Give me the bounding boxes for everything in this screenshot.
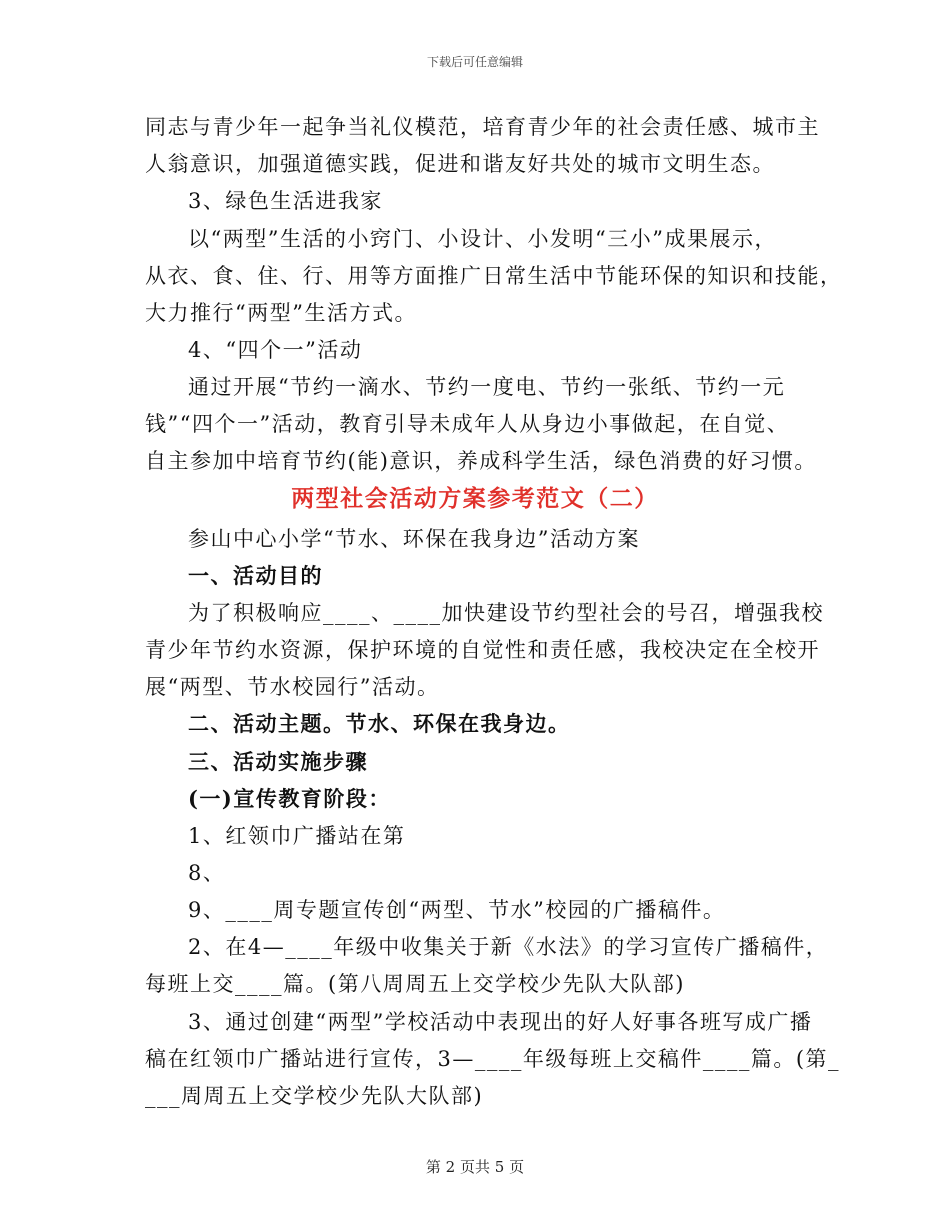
heading-stage-one: (一)宣传教育阶段： [188, 786, 391, 811]
paragraph-line: 人翁意识，加强道德实践，促进和谐友好共处的城市文明生态。 [145, 152, 775, 176]
paragraph-line: 钱”“四个一”活动，教育引导未成年人从身边小事做起，在自觉、 [145, 412, 790, 436]
list-item: 2、在4—____年级中收集关于新《水法》的学习宣传广播稿件， [188, 935, 829, 959]
paragraph-line: 自主参加中培育节约(能)意识，养成科学生活，绿色消费的好习惯。 [145, 449, 817, 473]
list-item: 1、红领巾广播站在第 [188, 824, 406, 848]
subheading: 4、“四个一”活动 [188, 338, 363, 362]
paragraph-line: 从衣、食、住、行、用等方面推广日常生活中节能环保的知识和技能， [145, 264, 843, 288]
section-title: 两型社会活动方案参考范文（二） [291, 485, 659, 512]
paragraph-line: 稿在红领巾广播站进行宣传，3—____年级每班上交稿件____篇。(第_ [145, 1047, 841, 1071]
list-item: 8、 [188, 861, 226, 885]
list-item: 9、____周专题宣传创“两型、节水”校园的广播稿件。 [188, 898, 726, 922]
paragraph-line: 展“两型、节水校园行”活动。 [145, 675, 440, 699]
paragraph-line: 通过开展“节约一滴水、节约一度电、节约一张纸、节约一元 [188, 375, 786, 399]
paragraph-line: ___周周五上交学校少先队大队部) [145, 1084, 484, 1108]
page-header-note: 下载后可任意编辑 [426, 55, 523, 69]
paragraph-line: 为了积极响应____、____加快建设节约型社会的号召，增强我校 [188, 601, 824, 625]
list-item: 3、通过创建“两型”学校活动中表现出的好人好事各班写成广播 [188, 1010, 813, 1034]
heading-theme: 二、活动主题。节水、环保在我身边。 [188, 711, 571, 736]
paragraph-line: 每班上交____篇。(第八周周五上交学校少先队大队部) [145, 972, 685, 996]
document-subtitle: 参山中心小学“节水、环保在我身边”活动方案 [188, 527, 640, 551]
paragraph-line: 以“两型”生活的小窍门、小设计、小发明“三小”成果展示， [188, 227, 777, 251]
heading-purpose: 一、活动目的 [188, 563, 323, 588]
paragraph-line: 青少年节约水资源，保护环境的自觉性和责任感，我校决定在全校开 [145, 638, 820, 662]
paragraph-line: 大力推行“两型”生活方式。 [145, 301, 417, 325]
paragraph-line: 同志与青少年一起争当礼仪模范，培育青少年的社会责任感、城市主 [145, 115, 820, 139]
page-number: 第 2 页共 5 页 [425, 1158, 525, 1176]
subheading: 3、绿色生活进我家 [188, 189, 383, 213]
heading-steps: 三、活动实施步骤 [188, 749, 368, 774]
